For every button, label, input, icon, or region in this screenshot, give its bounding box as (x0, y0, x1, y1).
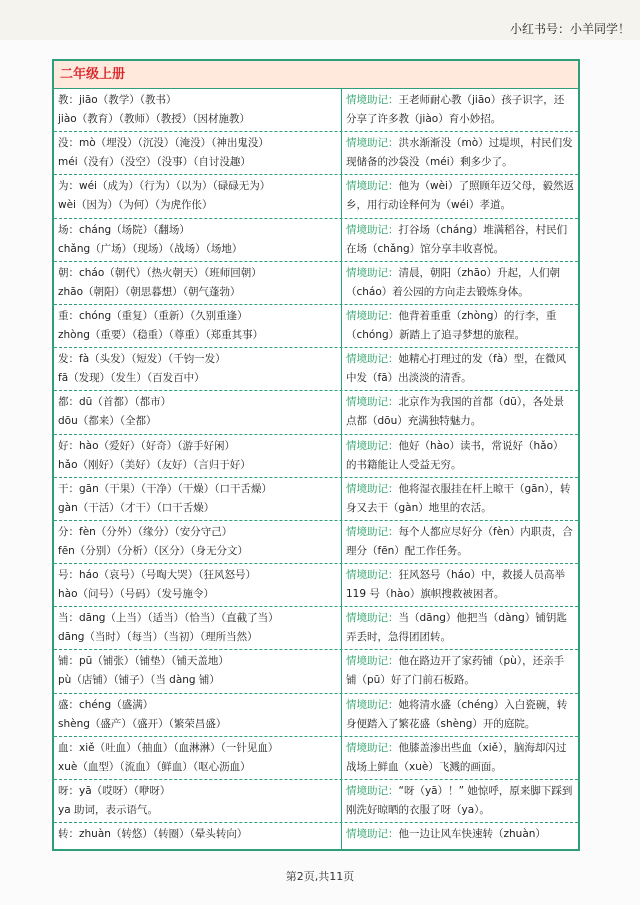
reading-line: zhāo（朝阳）（朝思暮想）（朝气蓬勃） (58, 285, 241, 298)
reading-line: fēn（分别）（分析）（区分）（身无分文） (58, 544, 249, 557)
top-bar (0, 0, 640, 40)
table-row (54, 650, 578, 693)
mnemonic-cell (342, 650, 578, 692)
document-sheet (52, 59, 580, 851)
word-cell (54, 478, 342, 520)
table-row (54, 132, 578, 175)
mnemonic-tag: 情境助记： (346, 525, 399, 538)
reading-line: fā（发现）（发生）（百发百中） (58, 372, 205, 385)
mnemonic-tag: 情境助记： (346, 266, 399, 279)
table-row (54, 305, 578, 348)
brand-label: 小红书号：小羊同学！ (509, 22, 630, 36)
mnemonic-cell (342, 694, 578, 736)
word-cell (54, 521, 342, 563)
word-cell (54, 391, 342, 433)
table-row (54, 478, 578, 521)
mnemonic-cell (342, 305, 578, 347)
reading-line: 分：fèn（分外）（缘分）（安分守己） (58, 525, 233, 538)
word-cell (54, 694, 342, 736)
mnemonic-cell (342, 348, 578, 390)
reading-line: 好：hào（爱好）（好奇）（游手好闲） (58, 439, 236, 452)
reading-line: 为：wéi（成为）（行为）（以为）（碌碌无为） (58, 180, 271, 193)
mnemonic-text: 他为（wèi）了照顾年迈父母，毅然返乡，用行动诠释何为（wéi）孝道。 (346, 180, 574, 212)
word-cell (54, 175, 342, 217)
word-cell (54, 348, 342, 390)
reading-line: 当：dāng（上当）（适当）（恰当）（直截了当） (58, 612, 279, 625)
word-cell (54, 132, 342, 174)
reading-line: 转：zhuàn（转悠）（转圈）（晕头转向） (58, 828, 248, 841)
reading-line: shèng（盛产）（盛开）（繁荣昌盛） (58, 717, 227, 730)
reading-line: 发：fà（头发）（短发）（千钧一发） (58, 353, 226, 366)
mnemonic-tag: 情境助记： (346, 785, 399, 797)
reading-line: hào（问号）（号码）（发号施令） (58, 588, 215, 601)
mnemonic-tag: 情境助记： (346, 569, 399, 582)
reading-line: 重：chóng（重复）（重新）（久别重逢） (58, 309, 248, 322)
polyphone-table (54, 89, 578, 851)
word-cell (54, 219, 342, 261)
mnemonic-text: 打谷场（cháng）堆满稻谷，村民们在场（chǎng）馆分享丰收喜悦。 (346, 223, 568, 255)
mnemonic-cell (342, 478, 578, 520)
reading-line: chǎng（广场）（现场）（战场）（场地） (58, 242, 243, 255)
table-row (54, 391, 578, 434)
reading-line: dōu（都来）（全都） (58, 415, 157, 428)
mnemonic-cell (342, 219, 578, 261)
word-cell (54, 564, 342, 606)
word-cell (54, 305, 342, 347)
mnemonic-text: 北京作为我国的首都（dū），各处景点都（dōu）充满独特魅力。 (346, 396, 565, 428)
mnemonic-cell (342, 823, 578, 851)
reading-line: gàn（干活）（才干）（口干舌燥） (58, 501, 215, 514)
reading-line: 没：mò（埋没）（沉没）（淹没）（神出鬼没） (58, 137, 269, 150)
mnemonic-tag: 情境助记： (346, 698, 399, 711)
mnemonic-text: 狂风怒号（háo）中，救援人员高举 119 号（hào）旗帜搜救被困者。 (346, 569, 566, 601)
table-row (54, 89, 578, 132)
mnemonic-text: 她精心打理过的发（fà）型，在微风中发（fā）出淡淡的清香。 (346, 353, 567, 385)
mnemonic-text: “呀（yā）！” 她惊呼，原来脚下踩到刚洗好晾晒的衣服了呀（ya）。 (346, 785, 573, 816)
mnemonic-tag: 情境助记： (346, 741, 399, 754)
reading-line: 盛：chéng（盛满） (58, 698, 154, 711)
mnemonic-tag: 情境助记： (346, 655, 399, 668)
table-row (54, 780, 578, 823)
mnemonic-cell (342, 564, 578, 606)
mnemonic-tag: 情境助记： (346, 180, 399, 193)
reading-line: 朝：cháo（朝代）（热火朝天）（班师回朝） (58, 266, 262, 279)
mnemonic-text: 他在路边开了家药铺（pù），还亲手铺（pū）好了门前石板路。 (346, 655, 565, 687)
mnemonic-text: 他将湿衣服挂在杆上晾干（gān），转身又去干（gàn）地里的农活。 (346, 482, 571, 514)
mnemonic-tag: 情境助记： (346, 137, 399, 150)
reading-line: zhòng（重要）（稳重）（尊重）（郑重其事） (58, 328, 264, 341)
word-cell (54, 435, 342, 477)
word-cell (54, 780, 342, 822)
mnemonic-cell (342, 391, 578, 433)
reading-line: 血：xiě（吐血）（抽血）（血淋淋）（一针见血） (58, 741, 279, 754)
mnemonic-cell (342, 737, 578, 779)
reading-line: wèi（因为）（为何）（为虎作伥） (58, 199, 213, 212)
word-cell (54, 737, 342, 779)
reading-line: 教：jiāo（教学）（教书） (58, 94, 177, 106)
reading-line: 铺：pū（铺张）（铺垫）（铺天盖地） (58, 655, 229, 668)
reading-line: ya 助词，表示语气。 (58, 804, 158, 816)
mnemonic-tag: 情境助记： (346, 396, 399, 409)
reading-line: jiào（教育）（教师）（教授）（因材施教） (58, 113, 250, 125)
mnemonic-text: 他好（hào）读书，常说好（hǎo）的书籍能让人受益无穷。 (346, 439, 564, 471)
mnemonic-text: 她将清水盛（chéng）入白瓷碗，转身便踏入了繁花盛（shèng）开的庭院。 (346, 698, 568, 730)
reading-line: 场：cháng（场院）（翻场） (58, 223, 190, 236)
reading-line: méi（没有）（没空）（没事）（自讨没趣） (58, 156, 251, 169)
mnemonic-tag: 情境助记： (346, 828, 399, 841)
table-row (54, 607, 578, 650)
reading-line: hǎo（刚好）（美好）（友好）（言归于好） (58, 458, 251, 471)
reading-line: dāng（当时）（每当）（当初）（理所当然） (58, 631, 258, 644)
word-cell (54, 650, 342, 692)
mnemonic-cell (342, 175, 578, 217)
mnemonic-text: 他膝盖渗出些血（xiě），脑海却闪过战场上鲜血（xuè）飞溅的画面。 (346, 741, 567, 773)
mnemonic-tag: 情境助记： (346, 482, 399, 495)
mnemonic-tag: 情境助记： (346, 223, 399, 236)
mnemonic-cell (342, 132, 578, 174)
mnemonic-cell (342, 89, 578, 131)
reading-line: 都：dū（首都）（都市） (58, 396, 172, 409)
table-row (54, 823, 578, 851)
mnemonic-tag: 情境助记： (346, 439, 399, 452)
table-row (54, 737, 578, 780)
table-row (54, 521, 578, 564)
table-row (54, 564, 578, 607)
table-row (54, 262, 578, 305)
mnemonic-text: 当（dāng）他把当（dàng）铺钥匙弄丢时，急得团团转。 (346, 612, 567, 644)
section-title: 二年级上册 (54, 61, 578, 89)
word-cell (54, 607, 342, 649)
mnemonic-text: 他一边让风车快速转（zhuàn） (398, 828, 546, 841)
table-row (54, 694, 578, 737)
mnemonic-tag: 情境助记： (346, 353, 399, 366)
reading-line: 呀：yā（哎呀）（咿呀） (58, 785, 171, 797)
mnemonic-text: 他背着重重（zhòng）的行李，重（chóng）新踏上了追寻梦想的旅程。 (346, 309, 557, 341)
mnemonic-text: 清晨，朝阳（zhāo）升起，人们朝（cháo）着公园的方向走去锻炼身体。 (346, 266, 561, 298)
word-cell (54, 89, 342, 131)
page-footer: 第2页,共11页 (285, 870, 355, 883)
mnemonic-text: 王老师耐心教（jiāo）孩子识字，还分享了许多教（jiào）育小妙招。 (346, 94, 565, 125)
mnemonic-cell (342, 262, 578, 304)
reading-line: 号：háo（哀号）（号啕大哭）（狂风怒号） (58, 569, 257, 582)
word-cell (54, 262, 342, 304)
mnemonic-cell (342, 780, 578, 822)
mnemonic-tag: 情境助记： (346, 94, 399, 106)
reading-line: pù（店铺）（铺子）（当 dàng 铺） (58, 674, 220, 687)
mnemonic-tag: 情境助记： (346, 309, 399, 322)
table-row (54, 175, 578, 218)
table-row (54, 435, 578, 478)
reading-line: xuè（血型）（流血）（鲜血）（呕心沥血） (58, 760, 251, 773)
reading-line: 干：gān（干果）（干净）（干燥）（口干舌燥） (58, 482, 273, 495)
mnemonic-tag: 情境助记： (346, 612, 399, 625)
mnemonic-cell (342, 435, 578, 477)
mnemonic-cell (342, 521, 578, 563)
mnemonic-text: 每个人都应尽好分（fèn）内职责，合理分（fēn）配工作任务。 (346, 525, 573, 557)
word-cell (54, 823, 342, 851)
mnemonic-cell (342, 607, 578, 649)
table-row (54, 219, 578, 262)
mnemonic-text: 洪水渐渐没（mò）过堤坝，村民们发现储备的沙袋没（méi）剩多少了。 (346, 137, 573, 169)
table-row (54, 348, 578, 391)
